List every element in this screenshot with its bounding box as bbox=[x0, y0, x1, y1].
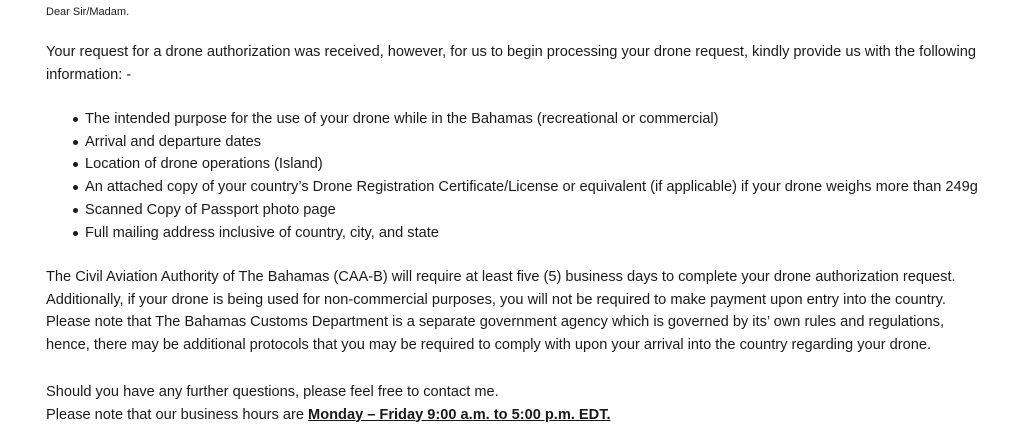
greeting: Dear Sir/Madam. bbox=[46, 6, 130, 18]
caa-line: Additionally, if your drone is being used for non-commercial purposes, you will not be required to make payment upon entry into the country. bbox=[46, 291, 946, 308]
list-item: An attached copy of your country’s Drone Registration Certificate/License or equivalent (if applicable) if your drone weighs more than 249g bbox=[85, 176, 978, 199]
list-item: Full mailing address inclusive of country, city, and state bbox=[85, 222, 978, 245]
contact-paragraph bbox=[46, 381, 1018, 426]
caa-paragraph bbox=[46, 266, 1018, 356]
requirements-list bbox=[46, 108, 978, 244]
questions-line: Should you have any further questions, please feel free to contact me. bbox=[46, 384, 499, 400]
business-hours: Monday – Friday 9:00 a.m. to 5:00 p.m. EDT. bbox=[308, 406, 611, 423]
caa-line: hence, there may be additional protocols that you may be required to comply with upon your arrival into the country regarding your drone. bbox=[46, 336, 932, 353]
hours-line bbox=[46, 404, 1018, 427]
caa-line: The Civil Aviation Authority of The Bahamas (CAA-B) will require at least five (5) business days to complete your drone authorization request. bbox=[46, 269, 956, 285]
caa-line: Please note that The Bahamas Customs Department is a separate government agency which is governed by its’ own rules and regulations, bbox=[46, 314, 945, 330]
intro-paragraph: Your request for a drone authorization was received, however, for us to begin processing your drone request, kindly provide us with the following information: - bbox=[46, 44, 976, 83]
list-item: Scanned Copy of Passport photo page bbox=[85, 199, 978, 222]
list-item: Arrival and departure dates bbox=[85, 131, 978, 154]
hours-prefix: Please note that our business hours are bbox=[46, 406, 309, 423]
list-item: Location of drone operations (Island) bbox=[85, 153, 978, 176]
list-item: The intended purpose for the use of your drone while in the Bahamas (recreational or commercial) bbox=[85, 108, 978, 131]
